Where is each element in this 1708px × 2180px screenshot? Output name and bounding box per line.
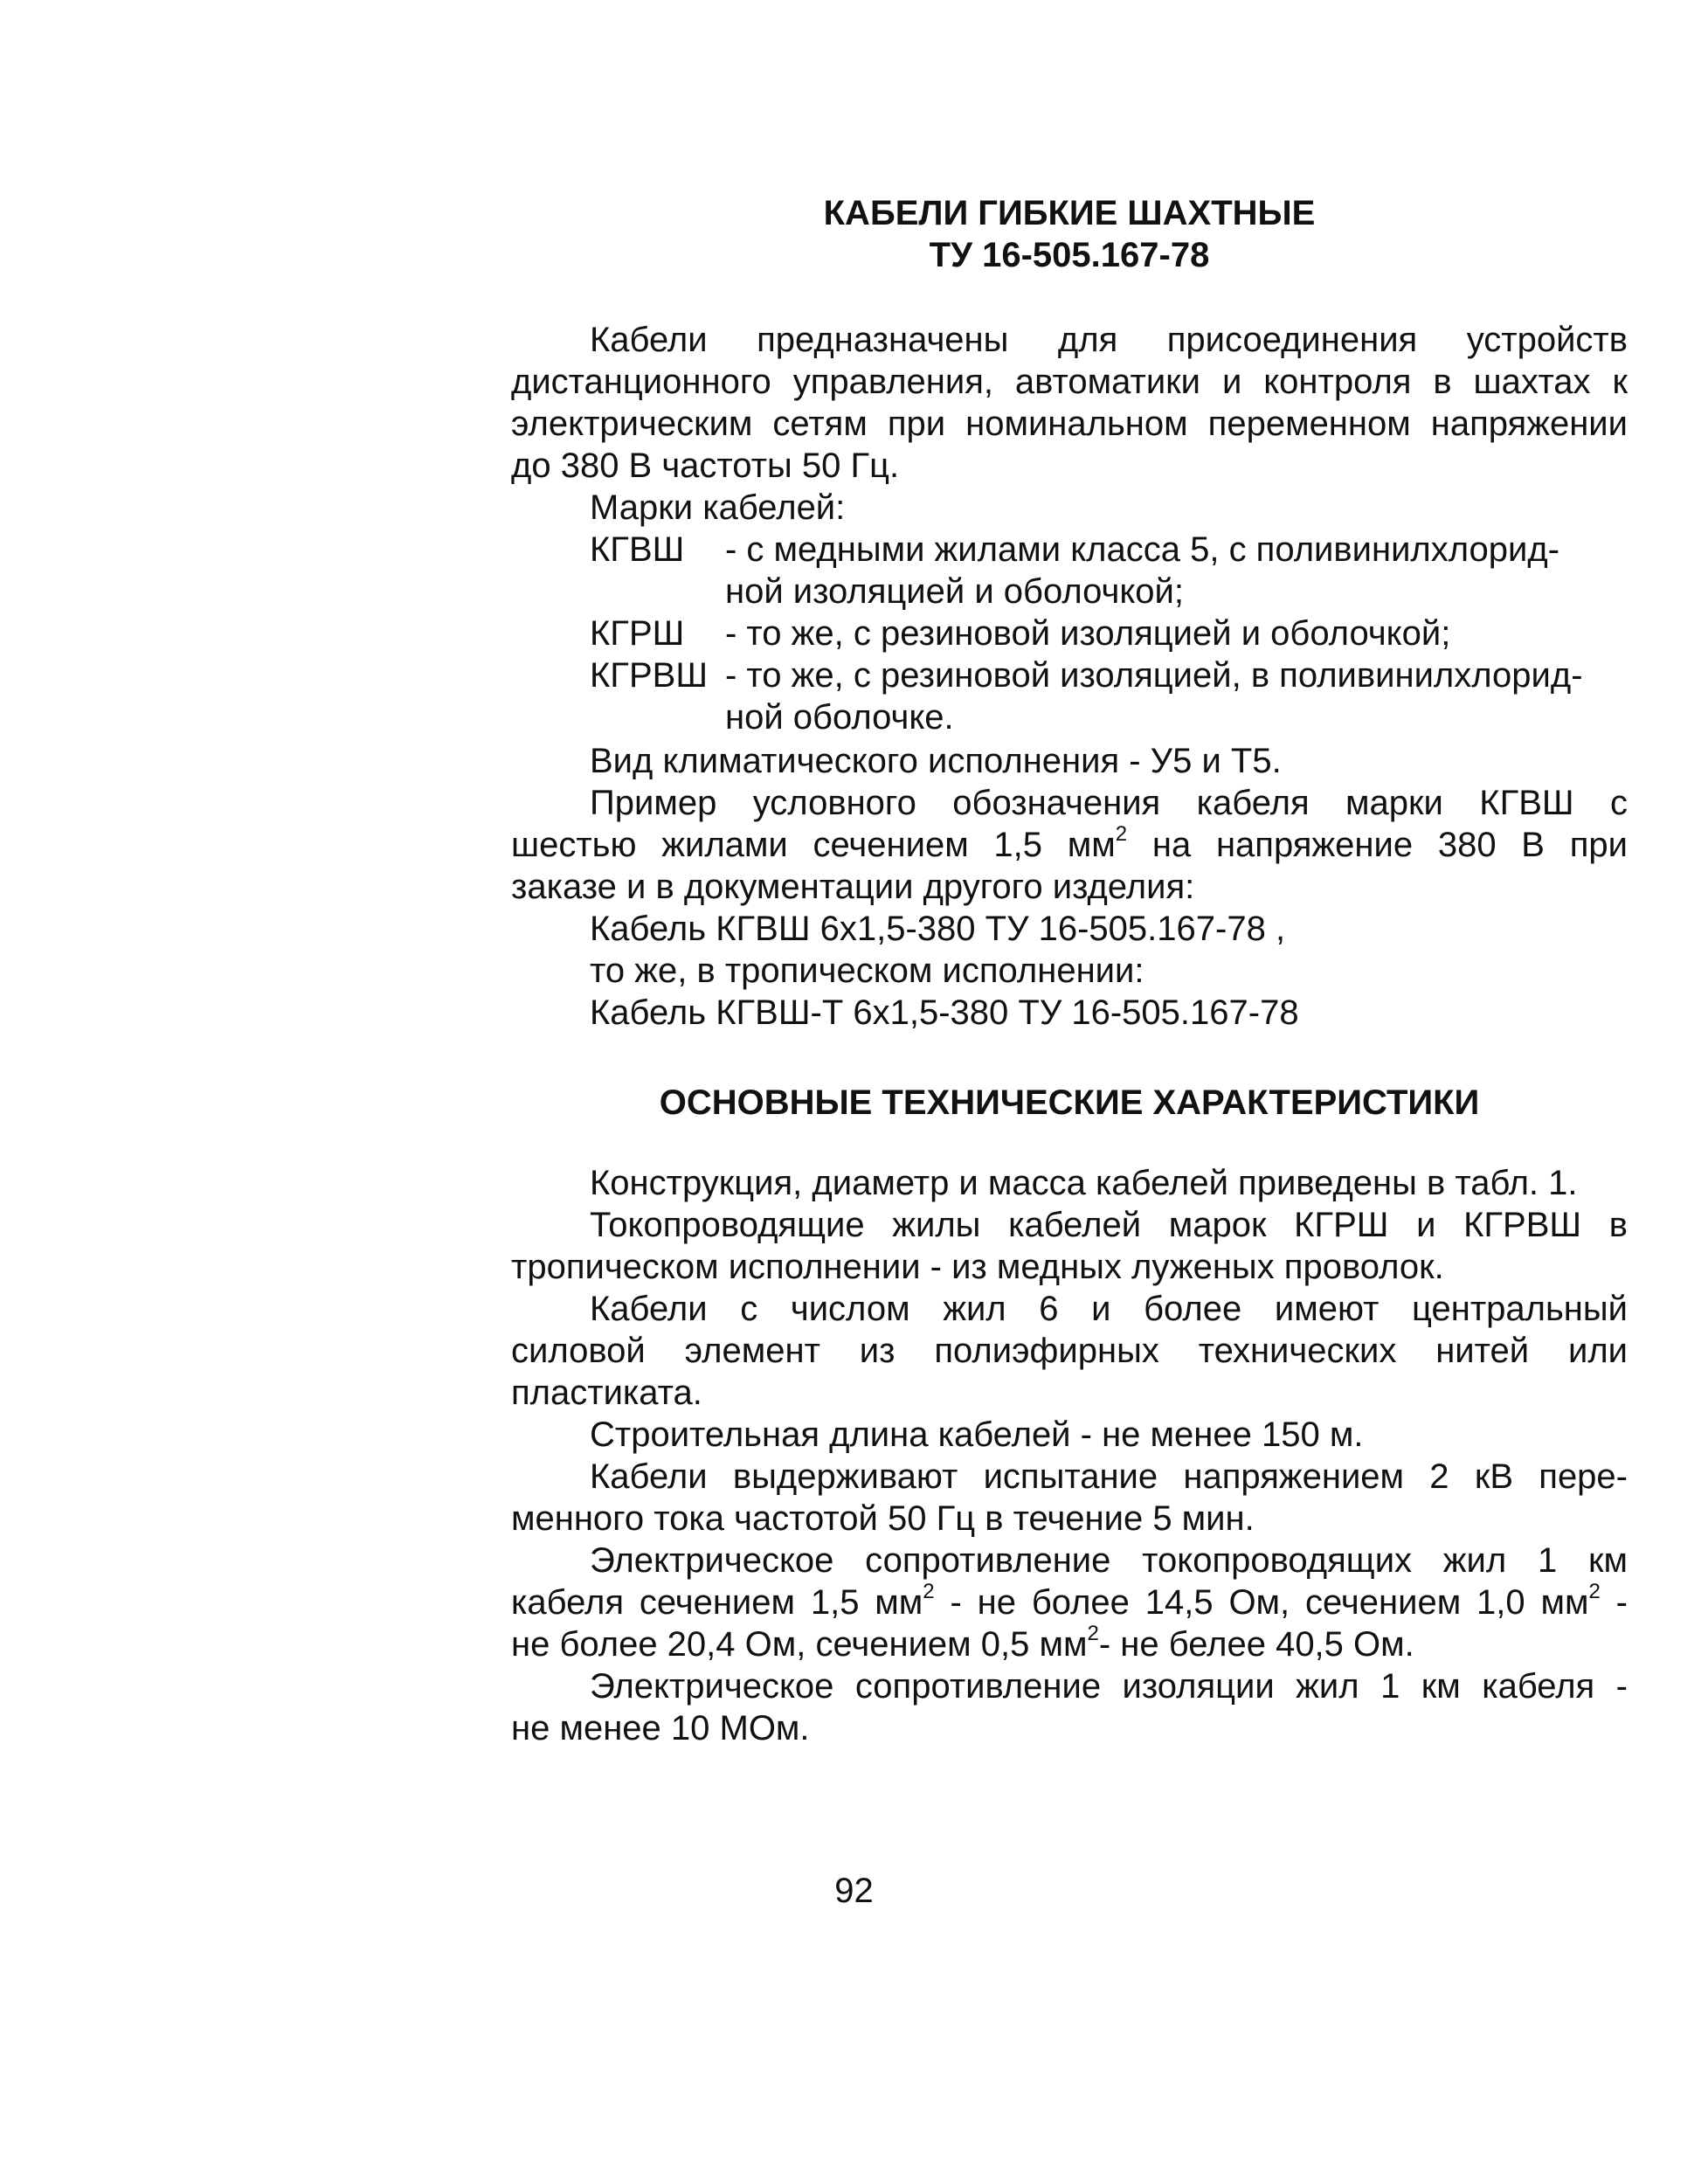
text-line: Электрическое сопротивление изоляции жил 1 км кабеля -: [590, 1667, 1628, 1706]
document-spec-number: ТУ 16-505.167-78: [929, 236, 1210, 274]
text-line: кабеля сечением 1,5 $мм^2$ - не более 14,5 Ом, сечением 1,0 $мм^2$ -: [511, 1580, 1628, 1622]
text-line: Кабели с числом жил 6 и более имеют центральный: [590, 1290, 1628, 1328]
text-line: менного тока частотой 50 Гц в течение 5 мин.: [511, 1499, 1255, 1538]
example-code: Кабель КГВШ 6х1,5-380 ТУ 16-505.167-78 ,: [590, 910, 1286, 948]
example-paragraph: [511, 782, 1628, 1034]
example-code: Кабель КГВШ-Т 6х1,5-380 ТУ 16-505.167-78: [590, 993, 1299, 1032]
document-title: КАБЕЛИ ГИБКИЕ ШАХТНЫЕ: [823, 194, 1316, 232]
text-line: Строительная длина кабелей - не менее 150 м.: [590, 1415, 1364, 1454]
mark-code: КГРВШ: [590, 656, 708, 695]
text-line: Конструкция, диаметр и масса кабелей приведены в табл. 1.: [590, 1164, 1578, 1202]
mark-item: [590, 529, 1628, 612]
mark-code: КГРШ: [590, 614, 685, 653]
climate-version: Вид климатического исполнения - У5 и Т5.: [590, 742, 1282, 780]
text-line: Кабели выдерживают испытание напряжением 2 кВ пере-: [590, 1457, 1628, 1496]
text-line: то же, в тропическом исполнении:: [590, 952, 1144, 990]
mark-description: - то же, с резиновой изоляцией, в поливинилхлорид-: [725, 656, 1583, 695]
intro-paragraph: [511, 319, 1628, 487]
text-line: не более 20,4 Ом, сечением 0,5 $мм^2-$ не белее 40,5 Ом.: [511, 1622, 1414, 1664]
text-line: тропическом исполнении - из медных луженых проволок.: [511, 1248, 1444, 1286]
text-line: Пример условного обозначения кабеля марки КГВШ с: [590, 784, 1628, 822]
text-line: заказе и в документации другого изделия:: [511, 868, 1195, 906]
text-line: силовой элемент из полиэфирных технических нитей или: [511, 1332, 1628, 1370]
mark-description: - с медными жилами класса 5, с поливинилхлорид-: [725, 530, 1560, 569]
mark-item: [590, 654, 1628, 738]
text-line: электрическим сетям при номинальном переменном напряжении: [511, 405, 1628, 443]
mark-description-cont: ной оболочке.: [725, 698, 954, 737]
section-title: ОСНОВНЫЕ ТЕХНИЧЕСКИЕ ХАРАКТЕРИСТИКИ: [659, 1083, 1480, 1122]
mark-code: КГВШ: [590, 530, 685, 569]
mark-item: [590, 612, 1628, 654]
text-line: Кабели предназначены для присоединения устройств: [590, 321, 1628, 359]
text-line: пластиката.: [511, 1374, 702, 1412]
marks-label: Марки кабелей:: [590, 488, 846, 527]
mark-description-cont: ной изоляцией и оболочкой;: [725, 572, 1184, 611]
text-line: не менее 10 МОм.: [511, 1709, 810, 1747]
text-line: шестью жилами сечением 1,5 $мм^2$ на напряжение 380 В при: [511, 822, 1628, 864]
text-line: Электрическое сопротивление токопроводящих жил 1 км: [590, 1541, 1628, 1580]
specs-section: [511, 1162, 1628, 1749]
text-line: Токопроводящие жилы кабелей марок КГРШ и КГРВШ в: [590, 1206, 1628, 1244]
text-line: до 380 В частоты 50 Гц.: [511, 446, 900, 485]
mark-description: - то же, с резиновой изоляцией и оболочкой;: [725, 614, 1451, 653]
text-line: дистанционного управления, автоматики и контроля в шахтах к: [511, 363, 1628, 401]
page-number: 92: [834, 1872, 874, 1910]
